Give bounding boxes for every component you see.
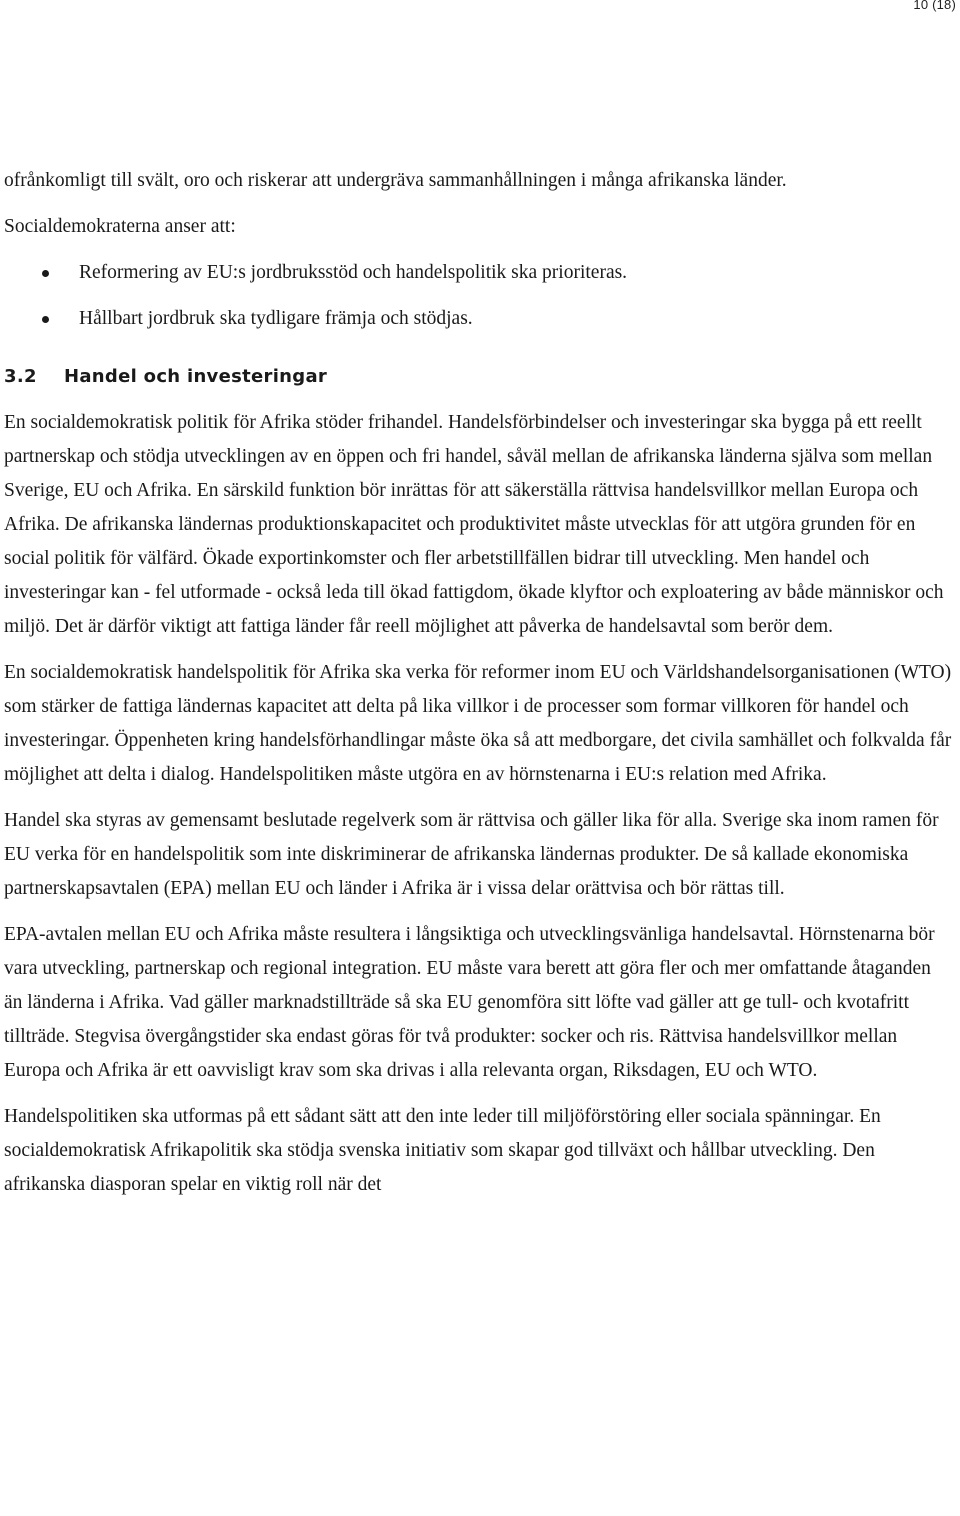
page-number: 10 (18) <box>913 0 956 12</box>
bullet-item: Reformering av EU:s jordbruksstöd och handelspolitik ska prioriteras. <box>4 256 954 290</box>
document-body <box>4 164 954 1214</box>
body-paragraph: En socialdemokratisk politik för Afrika stöder frihandel. Handelsförbindelser och investeringar ska bygga på ett reellt partnerskap och stödja utvecklingen av en öppen och fri handel, såväl mellan de afrikanska länderna själva som mellan Sverige, EU och Afrika. En särskild funktion bör inrättas för att säkerställa rättvisa handelsvillkor mellan Europa och Afrika. De afrikanska ländernas produktionskapacitet och produktivitet måste utvecklas för att utgöra grunden för en social politik för välfärd. Ökade exportinkomster och fler arbetstillfällen bidrar till utveckling. Men handel och investeringar kan - fel utformade - också leda till ökad fattigdom, ökade klyftor och exploatering av både människor och miljö. Det är därför viktigt att fattiga länder får reell möjlighet att påverka de handelsavtal som berör dem. <box>4 412 944 637</box>
bullet-list <box>4 256 954 336</box>
lead-in-text: Socialdemokraterna anser att: <box>4 216 236 237</box>
bullet-item: Hållbart jordbruk ska tydligare främja och stödjas. <box>4 302 954 336</box>
body-paragraph: En socialdemokratisk handelspolitik för Afrika ska verka för reformer inom EU och Världshandelsorganisationen (WTO) som stärker de fattiga ländernas kapacitet att delta på lika villkor i de processer som formar villkoren för handel och investeringar. Öppenheten kring handelsförhandlingar måste öka så att medborgare, det civila samhället och folkvalda får möjlighet att delta i dialog. Handelspolitiken måste utgöra en av hörnstenarna i EU:s relation med Afrika. <box>4 662 952 785</box>
section-heading <box>4 360 954 394</box>
body-paragraph: Handelspolitiken ska utformas på ett sådant sätt att den inte leder till miljöförstöring eller sociala spänningar. En socialdemokratisk Afrikapolitik ska stödja svenska initiativ som skapar god tillväxt och hållbar utveckling. Den afrikanska diasporan spelar en viktig roll när det <box>4 1106 881 1195</box>
continuation-paragraph: ofrånkomligt till svält, oro och riskerar att undergräva sammanhållningen i många afrikanska länder. <box>4 170 787 191</box>
body-paragraph: EPA-avtalen mellan EU och Afrika måste resultera i långsiktiga och utvecklingsvänliga handelsavtal. Hörnstenarna bör vara utveckling, partnerskap och regional integration. EU måste vara berett att göra fler och mer omfattande åtaganden än länderna i Afrika. Vad gäller marknadstillträde så ska EU genomföra sitt löfte vad gäller att ge tull- och kvotafritt tillträde. Stegvisa övergångstider ska endast göras för två produkter: socker och ris. Rättvisa handelsvillkor mellan Europa och Afrika är ett oavvisligt krav som ska drivas i alla relevanta organ, Riksdagen, EU och WTO. <box>4 924 935 1081</box>
section-title: Handel och investeringar <box>64 366 328 387</box>
section-number: 3.2 <box>4 366 37 387</box>
body-paragraph: Handel ska styras av gemensamt beslutade regelverk som är rättvisa och gäller lika för alla. Sverige ska inom ramen för EU verka för en handelspolitik som inte diskriminerar de afrikanska ländernas produkter. De så kallade ekonomiska partnerskapsavtalen (EPA) mellan EU och länder i Afrika är i vissa delar orättvisa och bör rättas till. <box>4 810 939 899</box>
